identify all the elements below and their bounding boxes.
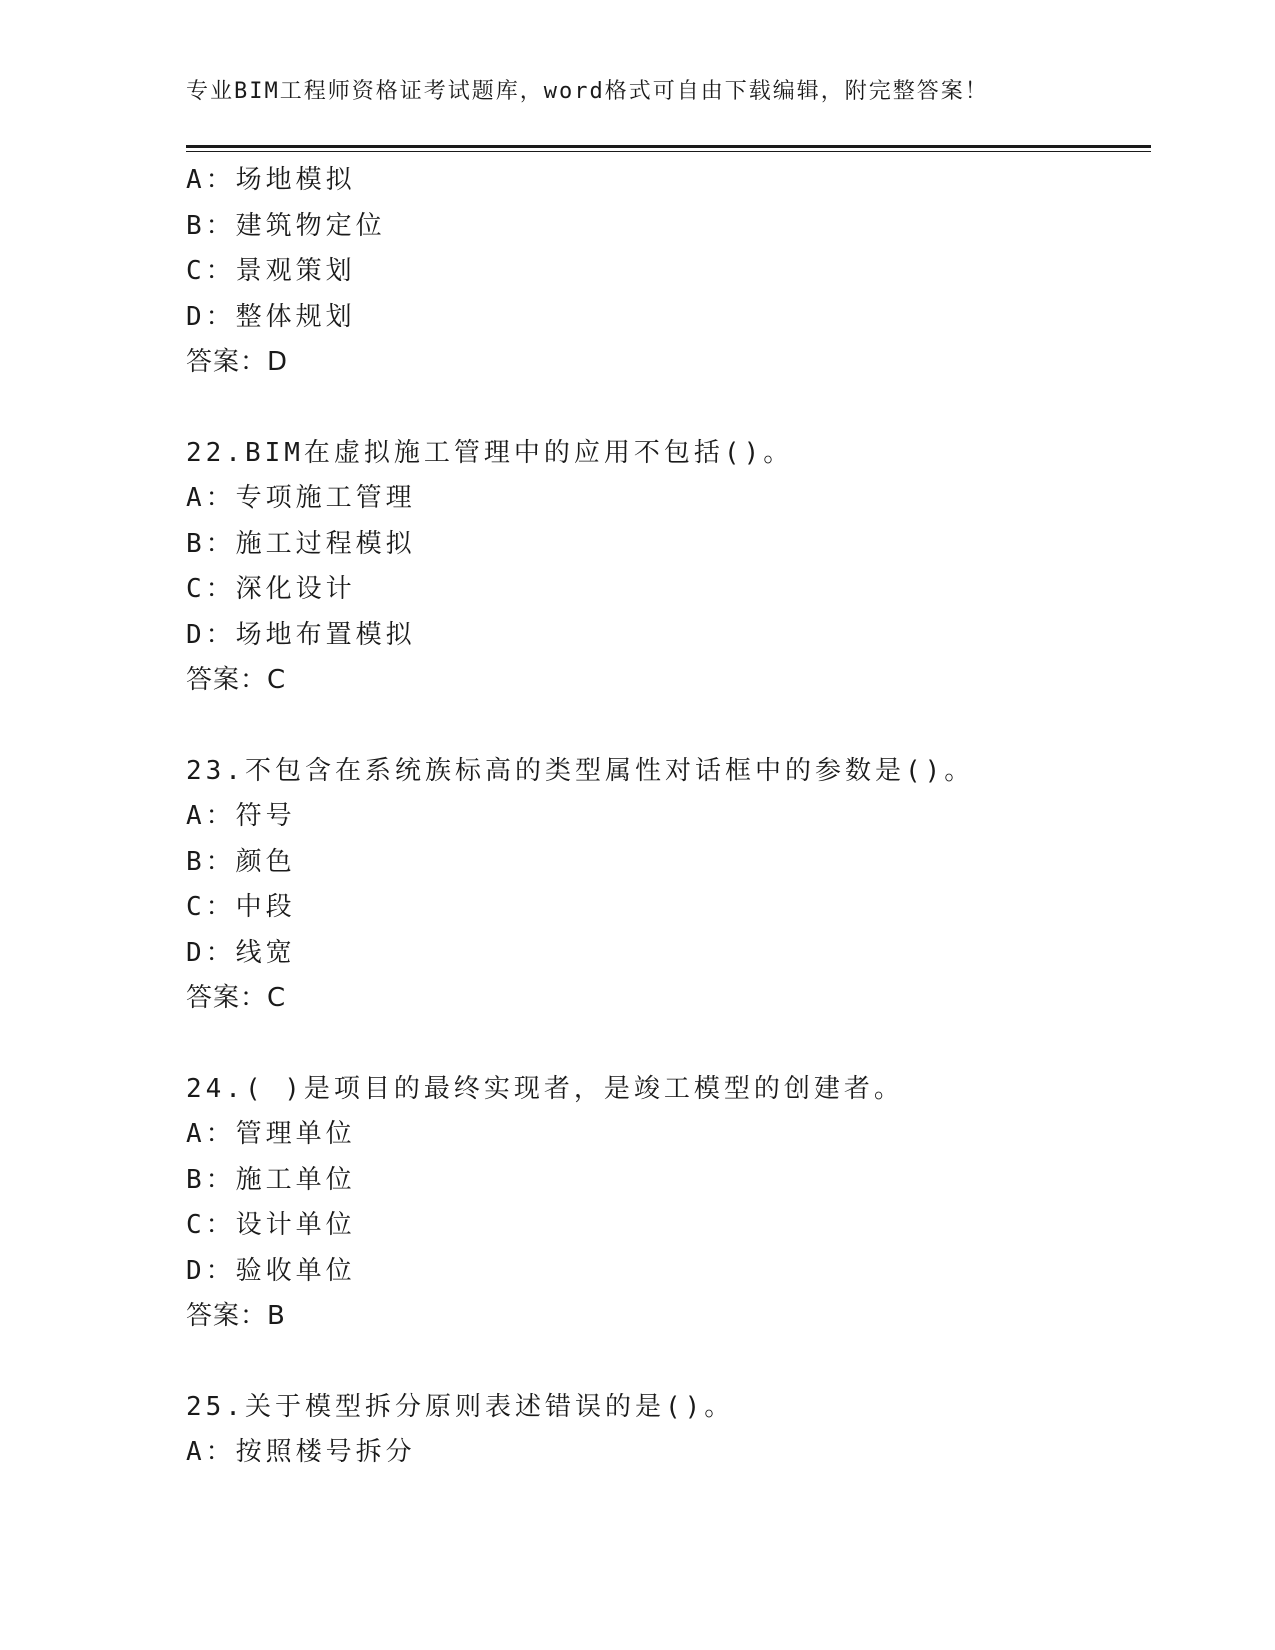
answer-line: 答案：D <box>186 347 289 377</box>
option-a: A：管理单位 <box>186 1119 356 1149</box>
page-header: 专业BIM工程师资格证考试题库，word格式可自由下载编辑，附完整答案！ <box>186 79 989 104</box>
question-text: 23.不包含在系统族标高的类型属性对话框中的参数是()。 <box>186 755 975 786</box>
answer-line: 答案：B <box>186 1301 286 1331</box>
option-a: A：按照楼号拆分 <box>186 1437 416 1467</box>
question-list <box>186 158 1146 1476</box>
option-b: B：施工单位 <box>186 1164 356 1195</box>
option-b: B：颜色 <box>186 846 296 877</box>
question-block-23 <box>186 749 1146 1022</box>
question-block-25 <box>186 1385 1146 1476</box>
option-d: D：场地布置模拟 <box>186 619 416 650</box>
spacer <box>186 1340 1146 1385</box>
option-c: C：设计单位 <box>186 1210 356 1240</box>
option-d: D：线宽 <box>186 937 296 968</box>
option-d: D：验收单位 <box>186 1255 356 1286</box>
question-text: 25.关于模型拆分原则表述错误的是()。 <box>186 1391 735 1422</box>
option-a: A：场地模拟 <box>186 165 356 195</box>
question-block-24 <box>186 1067 1146 1340</box>
option-b: B：施工过程模拟 <box>186 528 416 559</box>
spacer <box>186 386 1146 431</box>
header-rule-thin <box>186 151 1151 152</box>
answer-line: 答案：C <box>186 665 287 695</box>
question-text: 22.BIM在虚拟施工管理中的应用不包括()。 <box>186 437 794 468</box>
option-a: A：专项施工管理 <box>186 483 416 513</box>
option-c: C：深化设计 <box>186 574 356 604</box>
answer-line: 答案：C <box>186 983 287 1013</box>
question-block-21 <box>186 158 1146 386</box>
question-text: 24.( )是项目的最终实现者，是竣工模型的创建者。 <box>186 1073 904 1104</box>
spacer <box>186 704 1146 749</box>
option-b: B：建筑物定位 <box>186 210 386 241</box>
option-a: A：符号 <box>186 801 296 831</box>
question-block-22 <box>186 431 1146 704</box>
option-d: D：整体规划 <box>186 301 356 332</box>
option-c: C：中段 <box>186 892 296 922</box>
spacer <box>186 1022 1146 1067</box>
option-c: C：景观策划 <box>186 256 356 286</box>
header-rule-thick <box>186 145 1151 148</box>
